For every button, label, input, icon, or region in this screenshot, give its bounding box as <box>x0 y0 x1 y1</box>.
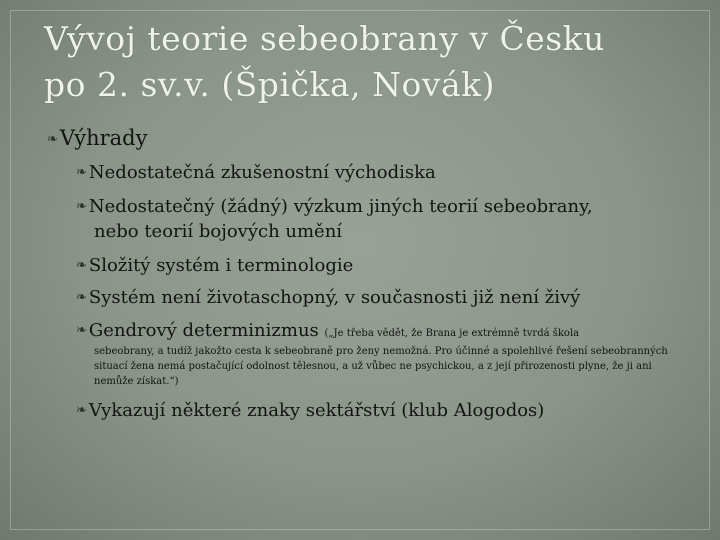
quote-note-start: („Je třeba vědět, že Brana je extrémně tvrdá škola <box>324 328 580 339</box>
fleuron-bullet-icon: ❧ <box>76 258 87 273</box>
fleuron-bullet-icon: ❧ <box>76 199 87 214</box>
list-item-text: Nedostatečný (žádný) výzkum jiných teorií sebeobrany, <box>88 196 593 217</box>
heading-text: Výhrady <box>59 126 148 150</box>
list-item <box>76 320 579 341</box>
list-item-text: Systém není životaschopný, v současnosti již není živý <box>88 287 581 308</box>
quote-note-body: sebeobrany, a tudíž jakožto cesta k sebeobraně pro ženy nemožná. Pro účinné a spolehlivé řešení sebeobranných situací žena nemá postačující odolnost tělesnou, a už vůbec ne psychickou, a z její přirozenosti plyne, že ji ani nemůže získat.“) <box>94 346 668 387</box>
fleuron-bullet-icon: ❧ <box>76 165 87 180</box>
fleuron-bullet-icon: ❧ <box>76 323 87 338</box>
list-item-text: Vykazují některé znaky sektářství (klub Alogodos) <box>88 400 545 421</box>
list-item-text: Gendrový determinizmus <box>88 320 319 341</box>
fleuron-bullet-icon: ❧ <box>76 403 87 418</box>
slide-title-line-1: Vývoj teorie sebeobrany v Česku <box>44 19 605 58</box>
fleuron-bullet-icon: ❧ <box>47 132 58 147</box>
slide-title-line-2: po 2. sv.v. (Špička, Novák) <box>44 65 496 104</box>
list-item-text: Složitý systém i terminologie <box>88 255 354 276</box>
list-item-text: Nedostatečná zkušenostní východiska <box>88 162 436 183</box>
list-item <box>76 255 353 276</box>
list-item <box>76 400 544 421</box>
fleuron-bullet-icon: ❧ <box>76 290 87 305</box>
list-item <box>76 196 593 217</box>
list-item <box>76 162 436 183</box>
heading-vyhrady <box>47 126 147 150</box>
list-item-continuation: nebo teorií bojových umění <box>94 221 343 242</box>
list-item <box>76 287 580 308</box>
